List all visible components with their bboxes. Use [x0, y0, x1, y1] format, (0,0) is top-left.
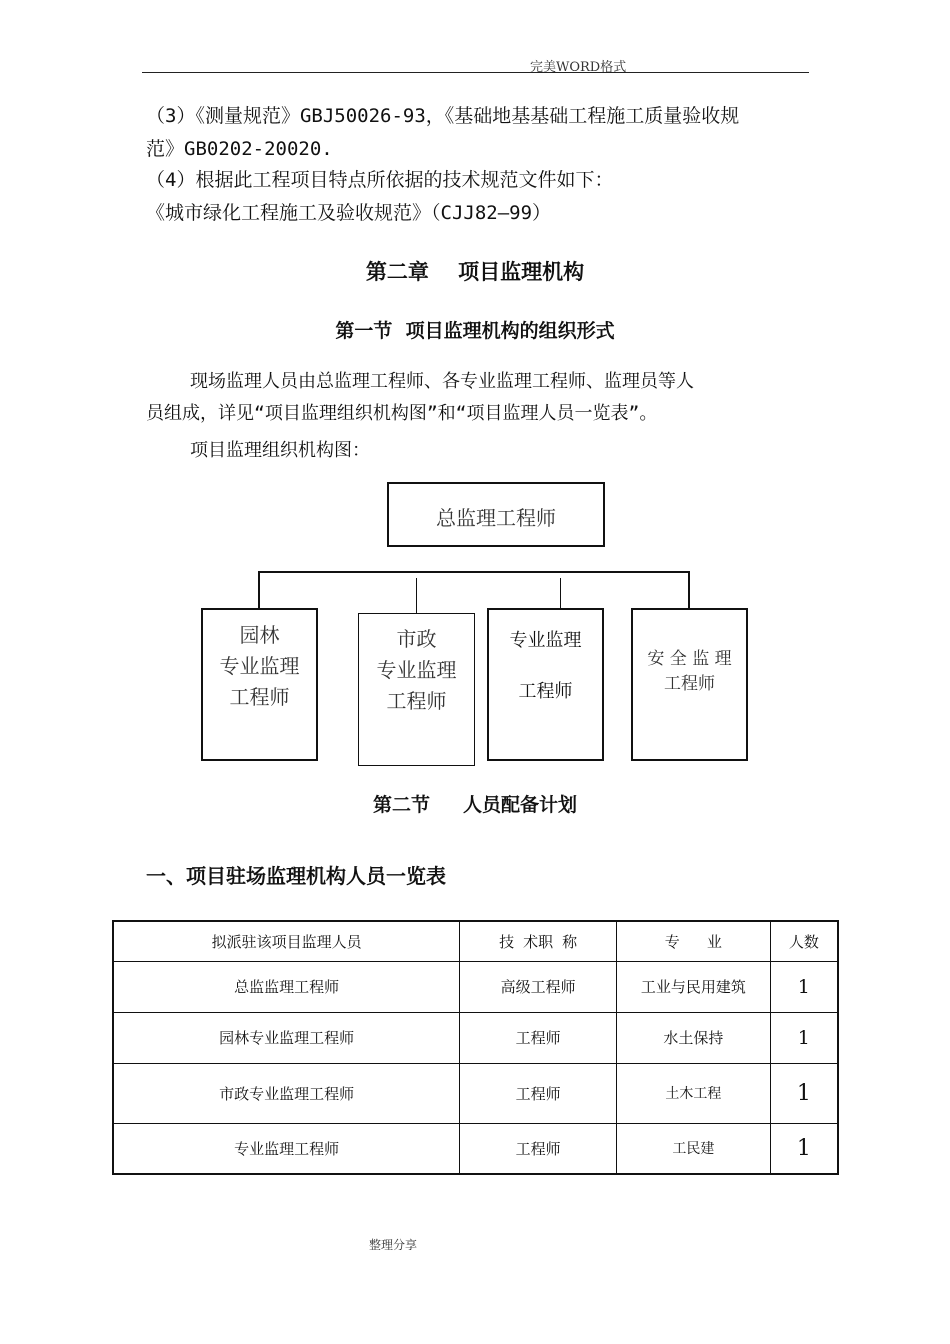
table-row — [113, 1063, 838, 1123]
footer-text: 整理分享 — [369, 1238, 418, 1252]
paragraph-line-2: 范》GB0202-20020. — [146, 138, 333, 160]
org-box-municipal-line-1: 市政 — [396, 627, 437, 651]
org-box-municipal-line-3: 工程师 — [386, 689, 447, 713]
table-cell: 市政专业监理工程师 — [113, 1063, 460, 1123]
org-box-specialty — [487, 608, 604, 761]
header-watermark: 完美WORD格式 — [530, 60, 627, 75]
org-box-municipal — [358, 613, 475, 766]
staff-list-heading: 一、项目驻场监理机构人员一览表 — [146, 864, 446, 888]
table-cell: 工程师 — [460, 1063, 617, 1123]
table-cell: 专业监理工程师 — [113, 1123, 460, 1174]
table-cell: 1 — [770, 961, 838, 1012]
table-cell: 1 — [770, 1123, 838, 1174]
paragraph-line-1: （3）《测量规范》GBJ50026-93，《基础地基基础工程施工质量验收规 — [146, 105, 740, 127]
table-header-cell: 专 业 — [617, 921, 771, 961]
table-cell: 1 — [770, 1012, 838, 1063]
org-box-specialty-line-2: 工程师 — [518, 681, 573, 702]
table-header-row — [113, 921, 838, 961]
org-box-specialty-line-1: 专业监理 — [509, 630, 582, 651]
table-header-cell: 技 术职 称 — [460, 921, 617, 961]
org-box-landscape-line-1: 园林 — [239, 623, 280, 647]
org-top-label: 总监理工程师 — [436, 506, 556, 530]
section-1-title: 第一节 项目监理机构的组织形式 — [335, 320, 615, 342]
org-chart-caption: 项目监理组织机构图： — [190, 440, 370, 461]
table-cell: 工程师 — [460, 1123, 617, 1174]
org-connector-horizontal — [258, 571, 690, 573]
org-connector-1 — [258, 571, 260, 611]
org-top-box — [387, 482, 605, 547]
chapter-title: 第二章 项目监理机构 — [365, 260, 585, 284]
staff-table — [112, 920, 839, 1175]
org-box-landscape-line-3: 工程师 — [229, 685, 290, 709]
table-cell: 水土保持 — [617, 1012, 771, 1063]
table-cell: 园林专业监理工程师 — [113, 1012, 460, 1063]
table-row — [113, 961, 838, 1012]
section-2-title: 第二节 人员配备计划 — [372, 794, 578, 816]
table-cell: 高级工程师 — [460, 961, 617, 1012]
paragraph-line-4: 《城市绿化工程施工及验收规范》（CJJ82—99） — [146, 202, 552, 224]
org-box-landscape-line-2: 专业监理 — [219, 654, 300, 678]
org-box-safety-line-1: 安 全 监 理 — [647, 649, 732, 669]
org-connector-3 — [560, 578, 561, 608]
org-box-safety — [631, 608, 748, 761]
org-box-municipal-line-2: 专业监理 — [376, 658, 457, 682]
section-1-body-line-1: 现场监理人员由总监理工程师、各专业监理工程师、监理员等人 — [190, 371, 694, 392]
table-row — [113, 1123, 838, 1174]
table-header-cell: 拟派驻该项目监理人员 — [113, 921, 460, 961]
org-box-landscape — [201, 608, 318, 761]
header-divider — [142, 72, 809, 73]
org-box-safety-line-2: 工程师 — [664, 674, 715, 694]
org-connector-4 — [688, 571, 690, 608]
table-cell: 土木工程 — [617, 1063, 771, 1123]
table-cell: 工民建 — [617, 1123, 771, 1174]
table-header-cell: 人数 — [770, 921, 838, 961]
paragraph-line-3: （4）根据此工程项目特点所依据的技术规范文件如下： — [146, 169, 614, 191]
table-cell: 工程师 — [460, 1012, 617, 1063]
table-row — [113, 1012, 838, 1063]
section-1-body-line-2: 员组成，详见“项目监理组织机构图”和“项目监理人员一览表”。 — [146, 403, 658, 424]
org-connector-2 — [416, 578, 417, 614]
table-cell: 总监监理工程师 — [113, 961, 460, 1012]
table-cell: 工业与民用建筑 — [617, 961, 771, 1012]
table-cell: 1 — [770, 1063, 838, 1123]
